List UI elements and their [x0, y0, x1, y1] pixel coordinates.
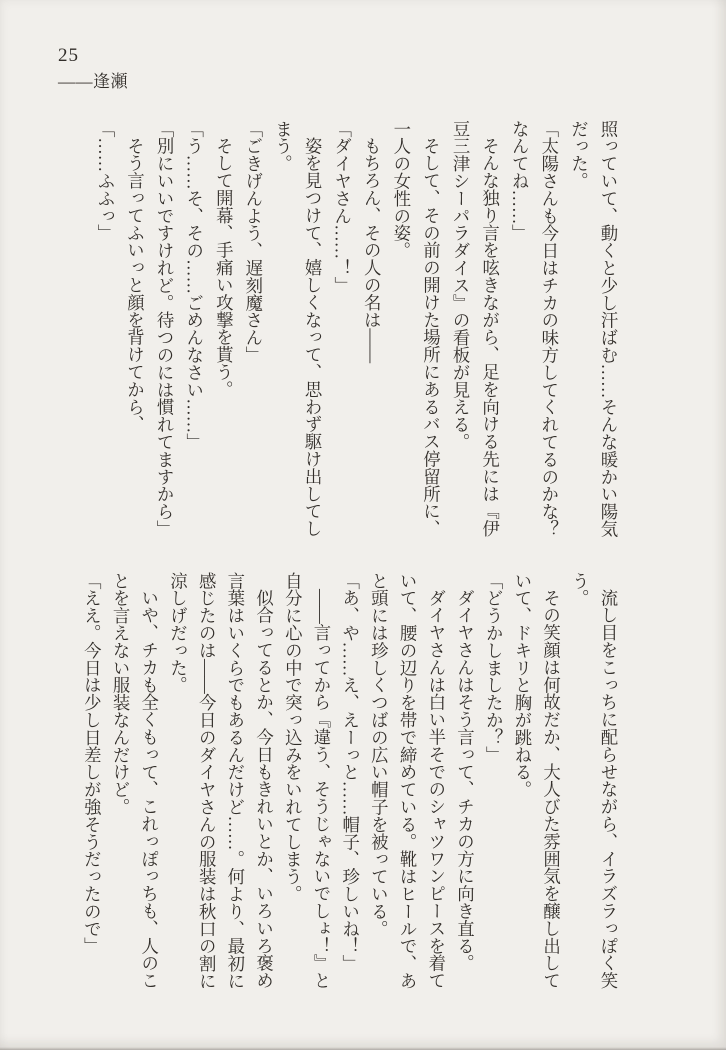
paragraph: そんな独り言を呟きながら、足を向ける先には『伊豆三津シーパラダイス』の看板が見える。 [450, 120, 500, 538]
paragraph: ダイヤさんはそう言って、チカの方に向き直る。 [454, 589, 475, 973]
vertical-text-block-bottom [76, 572, 622, 992]
paragraph: 似合ってるとか、今日もきれいとか、いろいろ褒め言葉はいくらでもあるんだけど……。何より、最初に感じたのは――今日のダイヤさんの服装は秋口の割に涼しげだった。 [167, 572, 274, 990]
paragraph: 「どうかしましたか？」 [483, 572, 504, 764]
paragraph: ――言ってから『違う、そうじゃないでしょ！』と自分に心の中で突っ込みをいれてしまう。 [282, 572, 331, 990]
vertical-text-block-top [88, 120, 622, 541]
paragraph: 「う……そ、その……ごめんなさい……」 [183, 120, 204, 451]
paragraph: そして開幕、手痛い攻撃を貰う。 [213, 137, 234, 399]
paragraph: その笑顔は何故だか、大人びた雰囲気を醸し出していて、ドキリと胸が跳ねる。 [511, 572, 561, 990]
paragraph: 「ごきげんよう、遅刻魔さん」 [242, 120, 263, 364]
paragraph: 姿を見つけて、嬉しくなって、思わず駆け出してしまう。 [272, 120, 323, 538]
paragraph: 流し目をこっちに配らせながら、イラズラっぽく笑う。 [569, 572, 618, 990]
page-number: 25 [58, 45, 79, 66]
paragraph: いや、チカも全くもって、これっぽっちも、人のことを言えない服装なんだけど。 [110, 572, 159, 990]
paragraph: 「別にいいですけれど。待つのには慣れてますから」 [154, 120, 175, 538]
paragraph: もちろん、その人の名は―― [361, 137, 382, 364]
paragraph: 「……ふふっ」 [94, 120, 115, 242]
chapter-heading: ――逢瀬 [58, 72, 128, 91]
paragraph: そして、その前の開けた場所にあるバス停留所に、一人の女性の姿。 [390, 120, 441, 538]
paragraph: 「あ、や……え、えーっと……帽子、珍しいね！」 [339, 572, 360, 973]
paragraph: 照っていて、動くと少し汗ばむ……そんな暖かい陽気だった。 [568, 120, 618, 538]
paragraph: 「太陽さんも今日はチカの味方してくれてるのかな？なんてね……」 [509, 120, 559, 538]
page-header [58, 46, 128, 90]
paragraph: 「ダイヤさん……！」 [331, 120, 352, 294]
paragraph: 「ええ。今日は少し日差しが強そうだったので」 [81, 572, 102, 955]
paragraph: ダイヤさんは白い半そでのシャツワンピースを着ていて、腰の辺りを帯で締めている。靴はヒールで、あと頭には珍しくつばの広い帽子を被っている。 [368, 572, 446, 990]
paragraph: そう言ってふいっと顔を背けてから、 [124, 137, 145, 434]
